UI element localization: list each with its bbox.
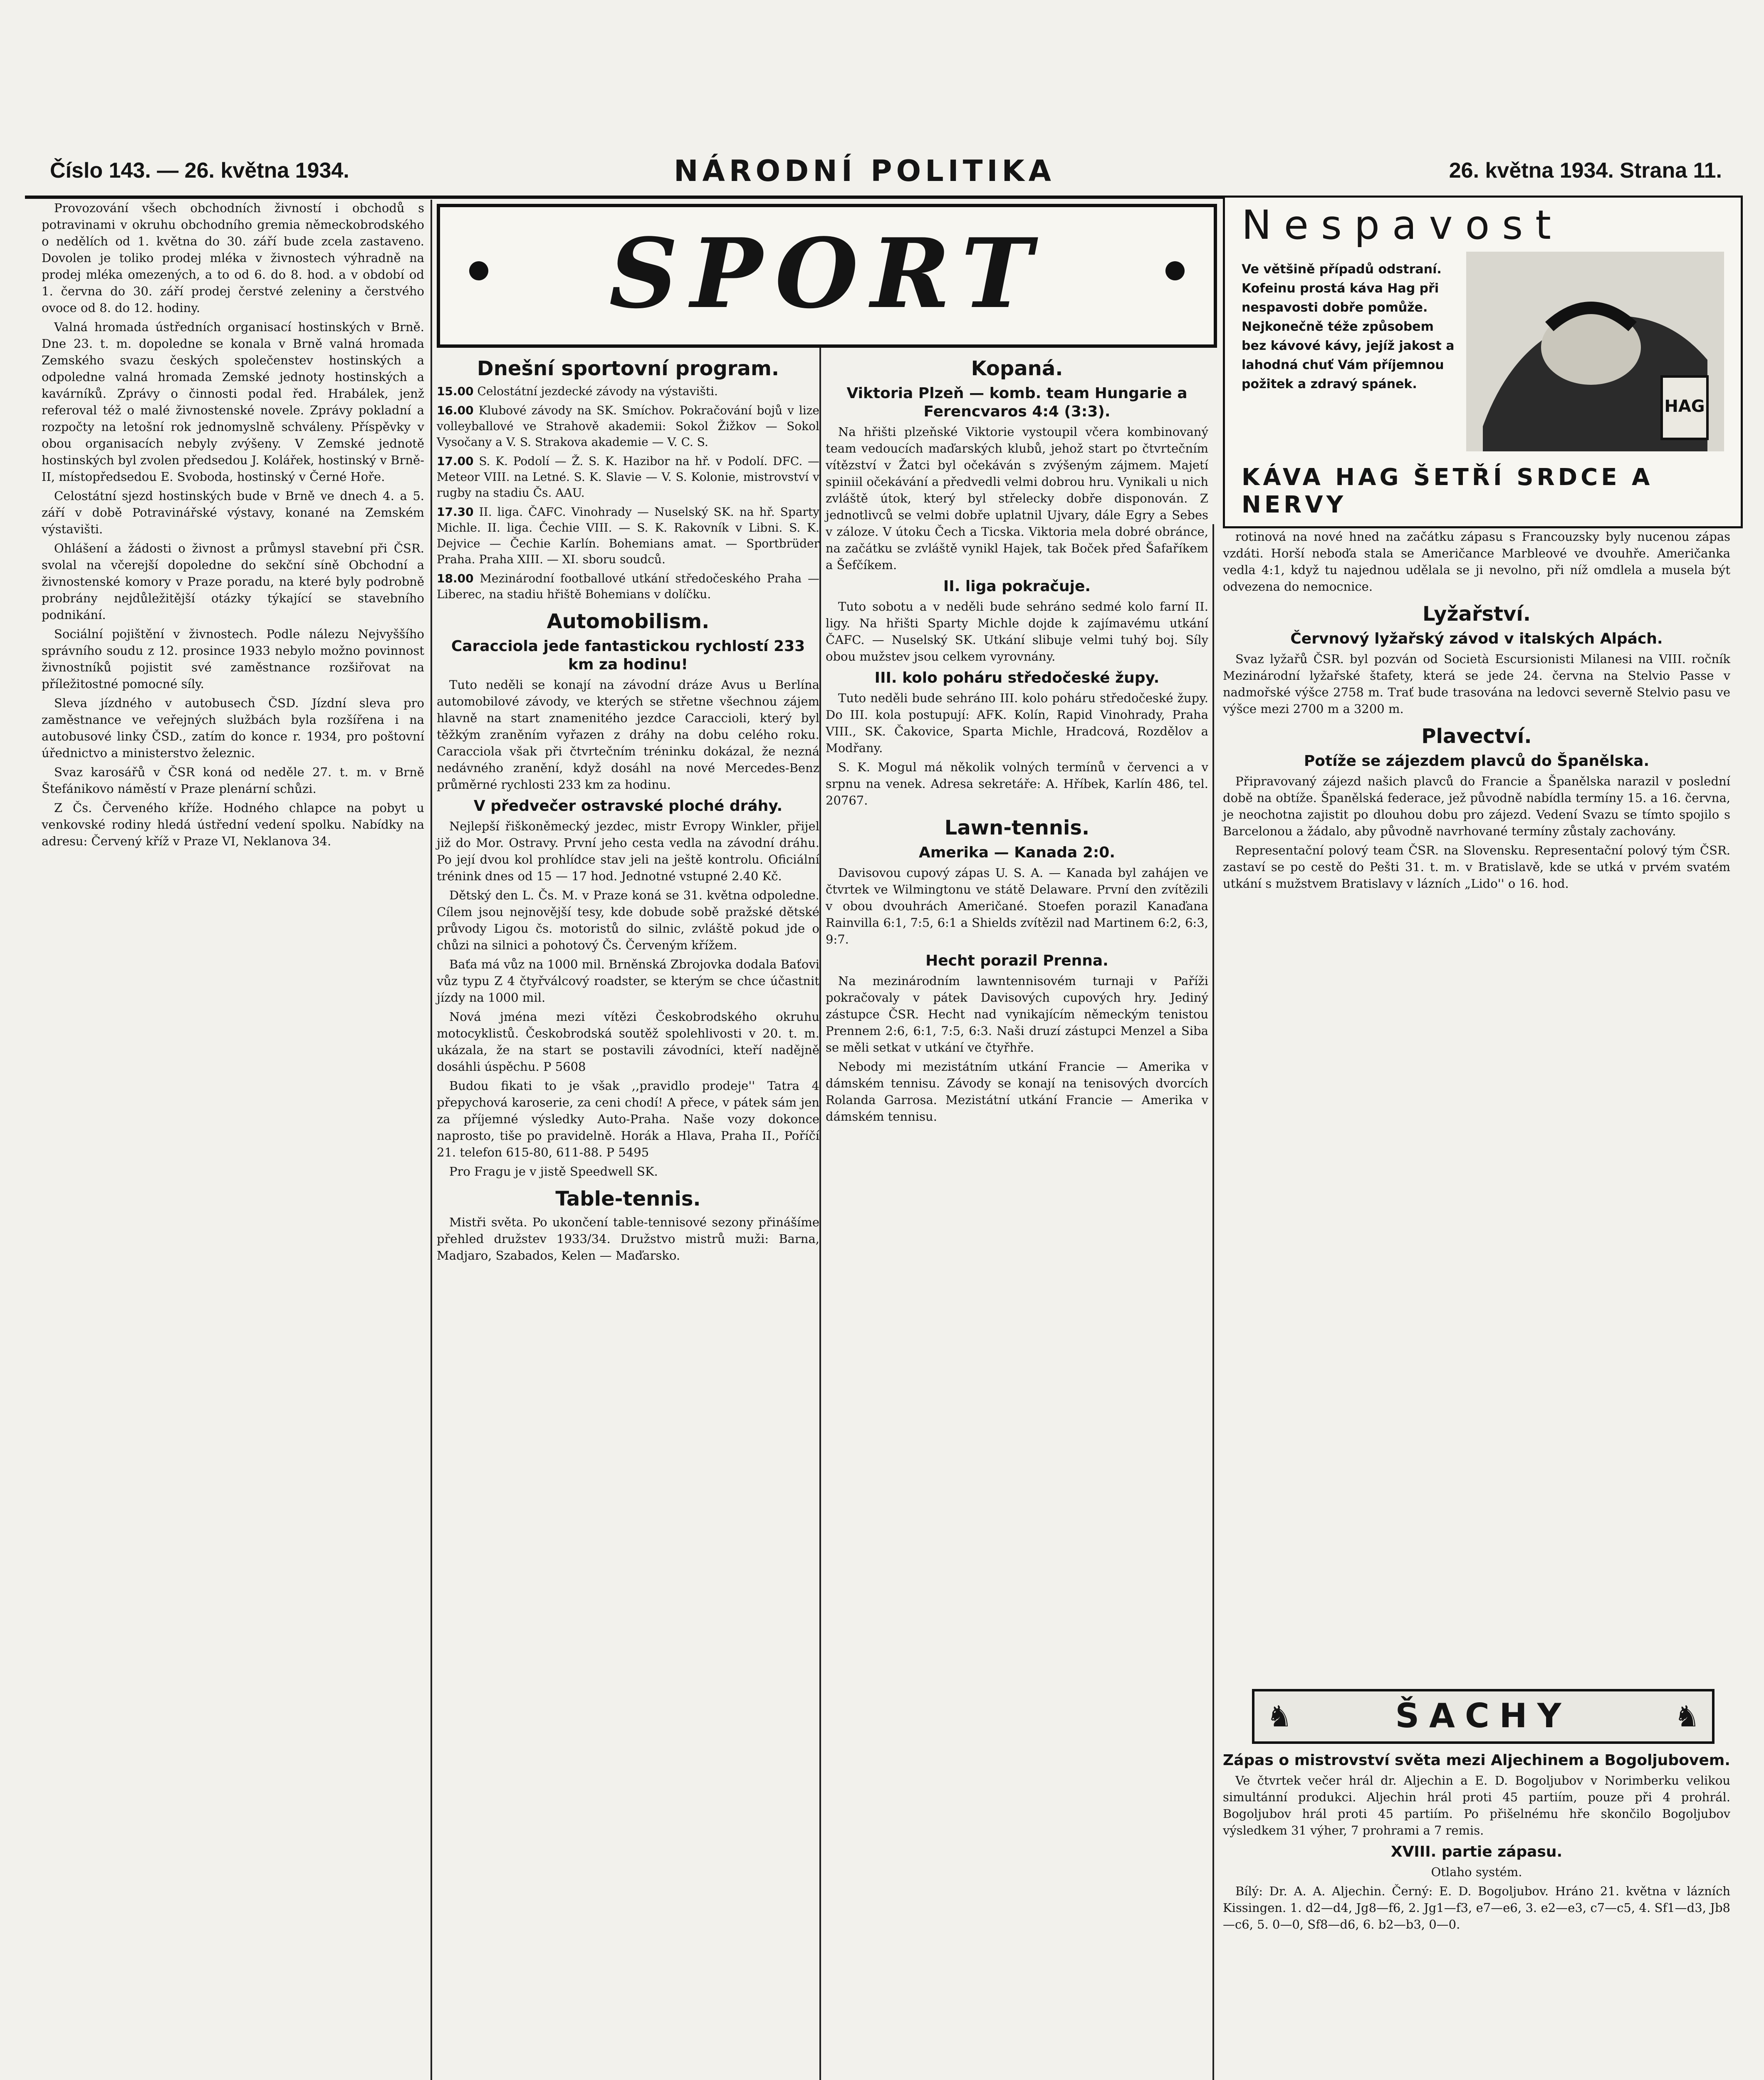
auto-heading: Automobilism. (547, 610, 710, 633)
column-rule (1212, 524, 1214, 2080)
article-paragraph: Nová jména mezi vítězi Českobrodského okruhu motocyklistů. Českobrodská soutěž spolehlivosti v 20. t. m. ukázala, že na start se postavili závodníci, kteří nadějně dosáhli úspěchu. P 5608 (437, 1010, 819, 1074)
article-paragraph: Ohlášení a žádosti o živnost a průmysl stavební při ČSR. svolal na včerejší dopoledne do sekční síně Obchodní a živnostenské komory v Praze poradu, na které byly podrobně probrány nejdůležitější otázky týkající se stavebního podnikání. (42, 541, 424, 622)
chess-section-banner (1252, 1689, 1715, 1744)
hecht-heading: Hecht porazil Prenna. (925, 952, 1108, 969)
article-paragraph: S. K. Mogul má několik volných termínů v červenci a v srpnu na venek. Adresa sekretáře: A. Hříbek, Karlín 486, tel. 20767. (826, 760, 1208, 807)
article-paragraph: Representační polový team ČSR. na Slovensku. Representační polový tým ČSR. zastaví se po cestě do Pešti 31. t. m. v Bratislavě, kde se utká v prvém svatém utkání s mužstvem Bratislavy v lázních „Lido'' o 16. hod. (1223, 843, 1730, 891)
column-sport-left (437, 349, 819, 1266)
chess-knight-icon: ♞ (1674, 1699, 1700, 1733)
ostrava-heading: V předvečer ostravské ploché dráhy. (473, 797, 783, 815)
column-chess (1223, 1747, 1730, 1935)
football-subheading: Viktoria Plzeň — komb. team Hungarie a Ferencvaros 4:4 (3:3). (846, 385, 1188, 420)
program-item: 16.00 Klubové závody na SK. Smíchov. Pokračování bojů v lize volleyballové ve Strahově akademii: Sokol Žižkov — Sokol Vysočany a V. S. Strakova akademie — V. C. S. (437, 404, 820, 449)
article-paragraph: Provozování všech obchodních živností i obchodů s potravinami v okruhu obchodního gremia německobrodského o nedělích od 1. května do 30. září bude zcela zastaveno. Dovolen je toliko prodej mléka v živnostech výhradně na prodej mléka omezených, a to od 6. do 8. hod. a v období od 1. června do 30. září prodej čerstvé zeleniny a čerstvého ovoce od 8. do 12. hodiny. (42, 201, 424, 315)
auto-subheading: Caracciola jede fantastickou rychlostí 233 km za hodinu! (451, 638, 805, 673)
article-paragraph: Z Čs. Červeného kříže. Hodného chlapce na pobyt u venkovské rodiny hledá ústřední vedení spolku. Nabídky na adresu: Červený kříž v Praze VI, Neklanova 34. (42, 801, 424, 848)
cup-heading: III. kolo poháru středočeské župy. (874, 669, 1160, 686)
sport-section-banner (437, 204, 1217, 348)
chess-opening: Otlaho systém. (1431, 1865, 1522, 1879)
program-item: 17.00 S. K. Podolí — Ž. S. K. Hazibor na hř. v Podolí. DFC. — Meteor VIII. na Letné. S. K. Slavie — V. S. Kolonie, mistrovství v rugby na stadiu Čs. AAU. (437, 454, 819, 500)
ski-subheading: Červnový lyžařský závod v italských Alpách. (1290, 630, 1663, 647)
article-paragraph: Pro Fragu je v jistě Speedwell SK. (449, 1164, 658, 1179)
column-rule (430, 200, 432, 2080)
coffee-hag-ad (1223, 196, 1743, 528)
ad-body: Ve většině případů odstraní. Kofeinu prostá káva Hag při nespavosti dobře pomůže. Nejkonečně téže způsobem bez kávové kávy, jejíž jakost a lahodná chuť Vám příjemnou požitek a zdravý spánek. (1242, 262, 1455, 391)
column-right (1223, 528, 1730, 894)
league-heading: II. liga pokračuje. (943, 578, 1091, 595)
article-paragraph: Davisovou cupový zápas U. S. A. — Kanada byl zahájen ve čtvrtek ve Wilmingtonu ve státě Delaware. První den zvítězili v obou dvouhrách Američané. Stoefen porazil Kanaďana Rainvilla 6:1, 7:5, 6:1 a Shields zvítězil nad Martinem 6:2, 6:3, 9:7. (826, 866, 1208, 946)
sport-title: SPORT (609, 218, 1045, 330)
chess-moves: Bílý: Dr. A. A. Aljechin. Černý: E. D. Bogoljubov. Hráno 21. května v lázních Kissingen. 1. d2—d4, Jg8—f6, 2. Jg1—f3, e7—e6, 3. e2—e3, c7—c5, 4. Sf1—d3, Jb8—c6, 5. 0—0, Sf8—d6, 6. b2—b3, 0—0. (1223, 1884, 1730, 1931)
sleeping-woman-illustration (1466, 252, 1724, 451)
article-paragraph: Dětský den L. Čs. M. v Praze koná se 31. května odpoledne. Cílem jsou nejnovější tesy, kde dobude sobě pražské dětské průvody Ligou čs. motoristů do silnic, zvláště pokud jde o chůzi na silnici a pohotový Čs. Červeným křížem. (437, 888, 819, 952)
article-paragraph: Svaz lyžařů ČSR. byl pozván od Società Escursionisti Milanesi na VIII. ročník Mezinárodní lyžařské štafety, která se jede 24. června na Stelvio Passe v nadmořské výšce 2758 m. Trať bude trasována na ledovci severně Stelvio pasu ve výšce mezi 2700 m a 3200 m. (1223, 652, 1730, 716)
program-heading: Dnešní sportovní program. (477, 357, 779, 380)
article-paragraph: Tuto neděli bude sehráno III. kolo poháru středočeské župy. Do III. kola postupují: AFK. Kolín, Rapid Vinohrady, Praha VIII., SK. Čakovice, Sparta Michle, Hradcová, Rozdělov a Modřany. (826, 691, 1208, 755)
article-paragraph: Tuto sobotu a v neděli bude sehráno sedmé kolo farní II. ligy. Na hřišti Sparty Michle dojde k zajímavému utkání ČAFC. — Nuselský SK. Utkání slibuje velmi tuhý boj. Síly obou mužstev jsou celkem vyrovnány. (826, 599, 1208, 664)
chess-section-title: ŠACHY (1395, 1696, 1571, 1735)
program-item: 17.30 II. liga. ČAFC. Vinohrady — Nuselský SK. na hř. Sparty Michle. II. liga. Čechie VIII. — S. K. Rakovník v Libni. S. K. Dejvice — Čechie Karlín. Bohemians amat. — Sportbrüder Praha. Praha XIII. — XI. sboru soudců. (437, 505, 820, 566)
article-paragraph: Tuto neděli se konají na závodní dráze Avus u Berlína automobilové závody, ve kterých se střetne všechnou zájem hlavně na start znamenitého jezdce Caraccioli, který byl těžkým zraněním vyřazen z dráhy na dobu celého roku. Caracciola však při čtvrtečním tréninku dokázal, že nezná nedávného zranění, když dosáhl na nové Mercedes-Benz průměrné rychlosti 233 km za hodinu. (437, 678, 819, 792)
banner-dot (1165, 261, 1185, 280)
article-paragraph: Budou fikati to je však ,,pravidlo prodeje'' Tatra 4 přepychová karoserie, za ceni chodí! A přece, v pátek sám jen za příjemné výsledky Auto-Praha. Naše vozy dokonce naprosto, tiše po pravidelně. Horák a Hlava, Praha II., Poříčí 21. telefon 615-80, 611-88. P 5495 (437, 1079, 819, 1159)
swim-subheading: Potíže se zájezdem plavců do Španělska. (1304, 753, 1650, 770)
football-heading: Kopaná. (971, 357, 1063, 380)
column-rule (819, 345, 821, 2080)
page-header (25, 150, 1739, 199)
article-paragraph: Sleva jízdného v autobusech ČSD. Jízdní sleva pro zaměstnance ve veřejných službách byla rozšířena i na autobusové linky ČSD., zatím do konce r. 1934, pro poštovní úřednictvo a ministerstvo železnic. (42, 696, 424, 760)
page-date: 26. května 1934. Strana 11. (1449, 158, 1722, 183)
program-list (437, 384, 819, 602)
article-paragraph: Svaz karosářů v ČSR koná od neděle 27. t. m. v Brně Štefánikovo náměstí v Praze plenární schůzi. (42, 765, 424, 796)
article-paragraph: Celostátní sjezd hostinských bude v Brně ve dnech 4. a 5. září v době Potravinářské výstavy, konané na Zemském výstavišti. (42, 489, 424, 536)
chess-subheading: Zápas o mistrovství světa mezi Aljechinem a Bogoljubovem. (1223, 1752, 1730, 1769)
article-paragraph: Valná hromada ústředních organisací hostinských v Brně. Dne 23. t. m. dopoledne se konala v Brně valná hromada Zemského svazu českých společenstev hostinských a odpoledne valná hromada Zemské jednoty hostinských a kavárníků. Zprávy o činnosti podal řed. Hrabálek, jenž referoval též o malé živnostenské novele. Zprávy pokladní a rozpočty na letošní rok jednomyslně schváleny. Příspěvky v obou organisacích nebyly zvýšeny. V Zemské jednotě hostinských byl zvolen předsedou J. Kolářek, hostinský v Brně-II, místopředsedou E. Svoboda, hostinský v Černé Hoře. (42, 320, 424, 484)
issue-number: Číslo 143. — 26. května 1934. (50, 158, 349, 183)
article-paragraph: Baťa má vůz na 1000 mil. Brněnská Zbrojovka dodala Baťovi vůz typu Z 4 čtyřválcový roadster, se kterým se chce účastnit jízdy na 1000 mil. (437, 957, 819, 1005)
tennis-subheading: Amerika — Kanada 2:0. (918, 844, 1116, 861)
article-paragraph: Na hřišti plzeňské Viktorie vystoupil včera kombinovaný team vedoucích maďarských klubů, jehož start po čtvrtečním vítězství v Žatci byl očekáván s zvýšeným zájmem. Majetí spiniil očekávání a předvedli velmi dobrou hru. Vynikali u nich zvláště útok, který byl střelecky dobře disponován. Z jednotlivců se velmi dobře uplatnil Ujvary, dále Egry a Sebes v záloze. V útoku Čech a Ticska. Viktoria mela dobré obránce, na začátku se zvláště vynikl Hajek, tak Boček před Šafaříkem a Šefčíkem. (826, 425, 1208, 572)
tabletennis-heading: Table-tennis. (555, 1187, 701, 1211)
swim-heading: Plavectví. (1421, 725, 1532, 748)
program-item: 18.00 Mezinárodní footballové utkání středočeského Praha — Liberec, na stadiu hřiště Bohemians v dolíčku. (437, 572, 819, 601)
article-paragraph: Nebody mi mezistátním utkání Francie — Amerika v dámském tennisu. Závody se konají na tenisových dvorcích Rolanda Garrosa. Mezistátní utkání Francie — Amerika v dámském tennisu. (826, 1060, 1208, 1124)
program-item: 15.00 Celostátní jezdecké závody na výstavišti. (437, 384, 718, 398)
ad-headline: Nespavost (1242, 202, 1564, 248)
article-paragraph: Ve čtvrtek večer hrál dr. Aljechin a E. D. Bogoljubov v Norimberku velikou simultánní produkci. Aljechin hrál proti 45 partiím, pouze při 4 prohrál. Bogoljubov hrál proti 45 partiím. Po přišelnému hře skončilo Bogoljubov výsledkem 31 výher, 7 prohrami a 7 remis. (1223, 1773, 1730, 1837)
ad-slogan: KÁVA HAG ŠETŘÍ SRDCE A NERVY (1242, 464, 1653, 518)
article-paragraph: Mistři světa. Po ukončení table-tennisové sezony přinášíme přehled družstev 1933/34. Družstvo mistrů muži: Barna, Madjaro, Szabados, Kelen — Maďarsko. (437, 1215, 819, 1263)
column-economy (42, 200, 424, 852)
chess-knight-icon: ♞ (1266, 1699, 1293, 1733)
column-sport-right (826, 349, 1208, 1127)
tennis-heading: Lawn-tennis. (944, 816, 1090, 839)
chess-game-heading: XVIII. partie zápasu. (1390, 1843, 1563, 1860)
masthead-title: NÁRODNÍ POLITIKA (674, 154, 1055, 188)
svg-text:HAG: HAG (1664, 397, 1705, 416)
article-paragraph: rotinová na nové hned na začátku zápasu s Francouzsky byly nucenou zápas vzdáti. Horší neboďa stala se Američance Marbleové ve dvouhře. Američanka vedla 4:1, když tu najednou udělala se ji nevolno, při níž omdlela a musela být odvezena do nemocnice. (1223, 530, 1730, 594)
article-paragraph: Nejlepší řiškoněmecký jezdec, mistr Evropy Winkler, přijel již do Mor. Ostravy. První jeho cesta vedla na závodní dráhu. Po její dvou kol prohlídce stav jeli na ještě kontrolu. Oficiální trénink dnes od 15 — 17 hod. Jednotné vstupné 2.40 Kč. (437, 819, 819, 883)
article-paragraph: Na mezinárodním lawntennisovém turnaji v Paříži pokračovaly v pátek Davisových cupových hry. Jediný zástupce ČSR. Hecht nad vynikajícím německým tenistou Prennem 2:6, 6:1, 7:5, 6:3. Naši druzí zástupci Menzel a Siba se měli setkat v utkání ve čtyřhře. (826, 974, 1208, 1055)
article-paragraph: Sociální pojištění v živnostech. Podle nálezu Nejvyššího správního soudu z 12. prosince 1933 nebylo možno povinnost živnostníků pojistit své zaměstnance rozšiřovat na příležitostné pomocné síly. (42, 627, 424, 691)
ski-heading: Lyžařství. (1422, 602, 1531, 626)
article-paragraph: Připravovaný zájezd našich plavců do Francie a Španělska narazil v poslední době na obtíže. Španělská federace, jež původně nabídla termíny 15. a 16. června, je neochotna zajistit po dlouhou dobu pro zájezd. Vedení Svazu se tímto spojilo s Barcelonou a žádalo, aby původně navrhované termíny zůstaly zachovány. (1223, 774, 1730, 838)
